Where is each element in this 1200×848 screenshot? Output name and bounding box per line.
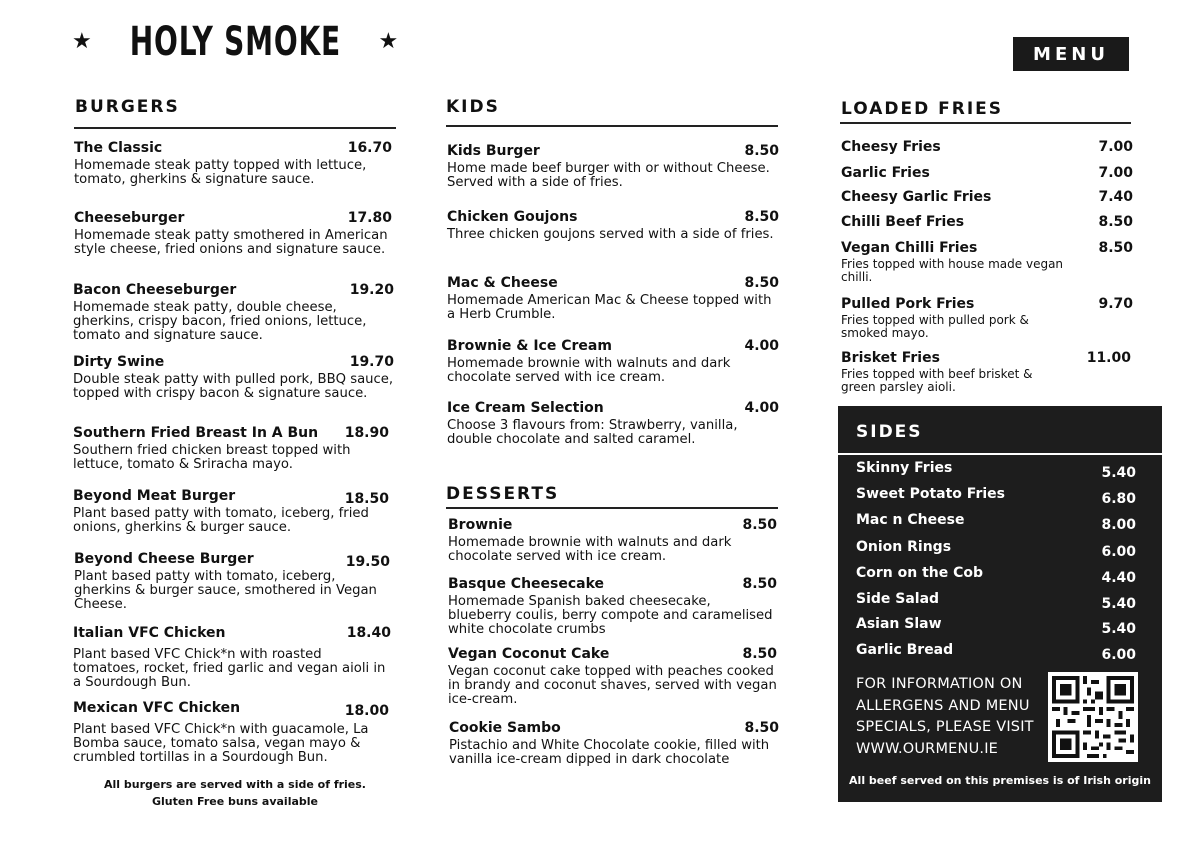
- sides-panel: [838, 406, 1162, 802]
- item-price: 18.50: [344, 491, 389, 507]
- menu-item: [841, 296, 1133, 339]
- side-price: 6.00: [1101, 544, 1136, 560]
- item-desc: Double steak patty with pulled pork, BBQ sauce, topped with crispy bacon & signature sauce.: [73, 372, 394, 401]
- sides-rule: [838, 453, 1162, 455]
- menu-item: [74, 140, 392, 187]
- item-price: 8.50: [744, 275, 779, 291]
- item-price: 8.50: [744, 209, 779, 225]
- side-item: [856, 539, 1136, 560]
- side-name: Side Salad: [856, 591, 940, 607]
- menu-item: [74, 551, 390, 612]
- menu-item: [73, 282, 394, 343]
- star-icon: ★: [378, 29, 399, 54]
- menu-item: [448, 517, 777, 564]
- allergen-info: [856, 674, 1034, 760]
- item-name: Beyond Meat Burger: [73, 488, 236, 504]
- menu-item: [73, 425, 389, 472]
- item-price: 8.50: [744, 143, 779, 159]
- item-price: 16.70: [347, 140, 392, 156]
- side-name: Asian Slaw: [856, 616, 942, 632]
- item-name: Chilli Beef Fries: [841, 214, 965, 230]
- side-price: 5.40: [1101, 465, 1136, 481]
- item-price: 4.00: [744, 338, 779, 354]
- side-item: [856, 616, 1136, 637]
- item-desc: Fries topped with house made vegan chilli.: [841, 257, 1064, 284]
- item-price: 7.40: [1098, 189, 1133, 205]
- side-price: 5.40: [1101, 621, 1136, 637]
- info-line: ALLERGENS AND MENU: [856, 697, 1030, 714]
- item-price: 19.20: [349, 282, 394, 298]
- side-price: 6.80: [1101, 491, 1136, 507]
- item-price: 8.50: [744, 720, 779, 736]
- burgers-note-gluten: Gluten Free buns available: [152, 795, 318, 808]
- side-name: Onion Rings: [856, 539, 952, 555]
- item-desc: Fries topped with pulled pork & smoked mayo.: [841, 313, 1029, 340]
- menu-item: [841, 240, 1133, 283]
- side-name: Garlic Bread: [856, 642, 954, 658]
- menu-item: [73, 488, 389, 535]
- brand-logo: [72, 19, 399, 65]
- item-name: Vegan Coconut Cake: [448, 646, 610, 662]
- item-name: Pulled Pork Fries: [841, 296, 975, 312]
- menu-item: [447, 400, 779, 447]
- item-name: The Classic: [74, 140, 163, 156]
- item-desc: Homemade steak patty, double cheese, gherkins, crispy bacon, fried onions, lettuce, tomato and signature sauce.: [73, 300, 367, 343]
- item-price: 7.00: [1098, 139, 1133, 155]
- menu-item: [447, 338, 779, 385]
- loaded-fries-rule: [840, 122, 1131, 124]
- item-name: Italian VFC Chicken: [73, 625, 226, 641]
- item-desc: Homemade steak patty smothered in American style cheese, fried onions and signature sauce.: [74, 228, 388, 257]
- sides-title: SIDES: [856, 422, 923, 442]
- item-desc: Southern fried chicken breast topped with lettuce, tomato & Sriracha mayo.: [73, 443, 351, 472]
- item-desc: Choose 3 flavours from: Strawberry, vanilla, double chocolate and salted caramel.: [447, 418, 738, 447]
- item-name: Cheesy Garlic Fries: [841, 189, 992, 205]
- side-name: Skinny Fries: [856, 460, 953, 476]
- info-line: SPECIALS, PLEASE VISIT: [856, 719, 1034, 735]
- side-price: 5.40: [1101, 596, 1136, 612]
- kids-rule: [446, 125, 778, 127]
- item-price: 9.70: [1098, 296, 1133, 312]
- burgers-title: BURGERS: [75, 97, 180, 117]
- menu-item: [841, 165, 1133, 181]
- item-price: 18.90: [344, 425, 389, 441]
- burgers-note-fries: All burgers are served with a side of fries.: [104, 778, 366, 791]
- item-price: 18.00: [344, 703, 389, 719]
- item-price: 19.70: [349, 354, 394, 370]
- menu-item: [841, 214, 1133, 230]
- menu-item: [447, 209, 779, 242]
- item-name: Brisket Fries: [841, 350, 940, 366]
- item-desc: Pistachio and White Chocolate cookie, filled with vanilla ice-cream dipped in dark chocolate: [449, 738, 770, 767]
- side-item: [856, 565, 1136, 586]
- menu-item: [449, 720, 779, 767]
- side-item: [856, 486, 1136, 507]
- menu-item: [448, 576, 777, 637]
- item-name: Brownie: [448, 517, 513, 533]
- item-price: 11.00: [1086, 350, 1131, 366]
- item-desc: Home made beef burger with or without Cheese. Served with a side of fries.: [447, 161, 770, 190]
- item-price: 4.00: [744, 400, 779, 416]
- menu-item: [447, 143, 779, 190]
- item-name: Cheesy Fries: [841, 139, 941, 155]
- item-price: 18.40: [346, 625, 391, 641]
- item-desc: Plant based patty with tomato, iceberg, fried onions, gherkins & burger sauce.: [73, 506, 369, 535]
- item-desc: Fries topped with beef brisket & green parsley aioli.: [841, 367, 1033, 394]
- item-desc: Homemade brownie with walnuts and dark chocolate served with ice cream.: [447, 356, 731, 385]
- item-name: Cookie Sambo: [449, 720, 561, 736]
- loaded-fries-title: LOADED FRIES: [841, 99, 1004, 119]
- item-price: 19.50: [345, 554, 390, 570]
- item-price: 17.80: [347, 210, 392, 226]
- item-name: Chicken Goujons: [447, 209, 578, 225]
- item-name: Garlic Fries: [841, 165, 930, 181]
- menu-tag: MENU: [1013, 37, 1129, 71]
- item-price: 8.50: [1098, 214, 1133, 230]
- item-name: Beyond Cheese Burger: [74, 551, 254, 567]
- star-icon: ★: [72, 29, 92, 54]
- item-name: Cheeseburger: [74, 210, 185, 226]
- menu-item: [73, 625, 391, 690]
- item-name: Kids Burger: [447, 143, 540, 159]
- menu-item: [447, 275, 779, 322]
- item-price: 7.00: [1098, 165, 1133, 181]
- side-price: 8.00: [1101, 517, 1136, 533]
- burgers-rule: [74, 127, 396, 129]
- kids-title: KIDS: [446, 97, 500, 117]
- side-name: Corn on the Cob: [856, 565, 984, 581]
- item-name: Dirty Swine: [73, 354, 165, 370]
- desserts-rule: [446, 507, 778, 509]
- side-item: [856, 642, 1136, 663]
- item-price: 8.50: [742, 517, 777, 533]
- item-desc: Vegan coconut cake topped with peaches cooked in brandy and coconut shaves, served with vegan ice-cream.: [448, 664, 777, 707]
- side-name: Sweet Potato Fries: [856, 486, 1005, 502]
- item-name: Mexican VFC Chicken: [73, 700, 241, 716]
- item-name: Bacon Cheeseburger: [73, 282, 237, 298]
- side-price: 4.40: [1101, 570, 1136, 586]
- item-price: 8.50: [742, 646, 777, 662]
- item-desc: Homemade brownie with walnuts and dark chocolate served with ice cream.: [448, 535, 732, 564]
- side-item: [856, 460, 1136, 481]
- side-item: [856, 591, 1136, 612]
- item-name: Mac & Cheese: [447, 275, 558, 291]
- menu-item: [73, 354, 394, 401]
- brand-name: HOLY SMOKE: [129, 19, 341, 65]
- item-desc: Homemade steak patty topped with lettuce, tomato, gherkins & signature sauce.: [74, 158, 367, 187]
- qr-code-icon[interactable]: [1048, 672, 1138, 762]
- item-desc: Plant based VFC Chick*n with roasted tomatoes, rocket, fried garlic and vegan aioli in a Sourdough Bun.: [73, 647, 386, 690]
- item-name: Brownie & Ice Cream: [447, 338, 612, 354]
- info-line: FOR INFORMATION ON: [856, 676, 1023, 692]
- item-name: Vegan Chilli Fries: [841, 240, 978, 256]
- item-desc: Three chicken goujons served with a side of fries.: [447, 227, 774, 242]
- item-name: Southern Fried Breast In A Bun: [73, 425, 319, 441]
- menu-item: [841, 189, 1133, 205]
- item-price: 8.50: [1098, 240, 1133, 256]
- item-desc: Homemade Spanish baked cheesecake, blueberry coulis, berry compote and caramelised white chocolate crumbs: [448, 594, 773, 637]
- item-desc: Plant based VFC Chick*n with guacamole, La Bomba sauce, tomato salsa, vegan mayo & crumbled tortillas in a Sourdough Bun.: [73, 722, 369, 765]
- beef-origin-note: All beef served on this premises is of Irish origin: [849, 774, 1151, 787]
- item-price: 8.50: [742, 576, 777, 592]
- menu-item: [841, 350, 1131, 393]
- item-desc: Homemade American Mac & Cheese topped with a Herb Crumble.: [447, 293, 772, 322]
- side-price: 6.00: [1101, 647, 1136, 663]
- item-name: Ice Cream Selection: [447, 400, 604, 416]
- menu-item: [841, 139, 1133, 155]
- info-website[interactable]: WWW.OURMENU.IE: [856, 740, 999, 757]
- item-desc: Plant based patty with tomato, iceberg, gherkins & burger sauce, smothered in Vegan Cheese.: [74, 569, 377, 612]
- menu-item: [74, 210, 392, 257]
- menu-item: [448, 646, 777, 707]
- side-item: [856, 512, 1136, 533]
- item-name: Basque Cheesecake: [448, 576, 605, 592]
- menu-item: [73, 700, 389, 765]
- side-name: Mac n Cheese: [856, 512, 965, 528]
- desserts-title: DESSERTS: [446, 484, 560, 504]
